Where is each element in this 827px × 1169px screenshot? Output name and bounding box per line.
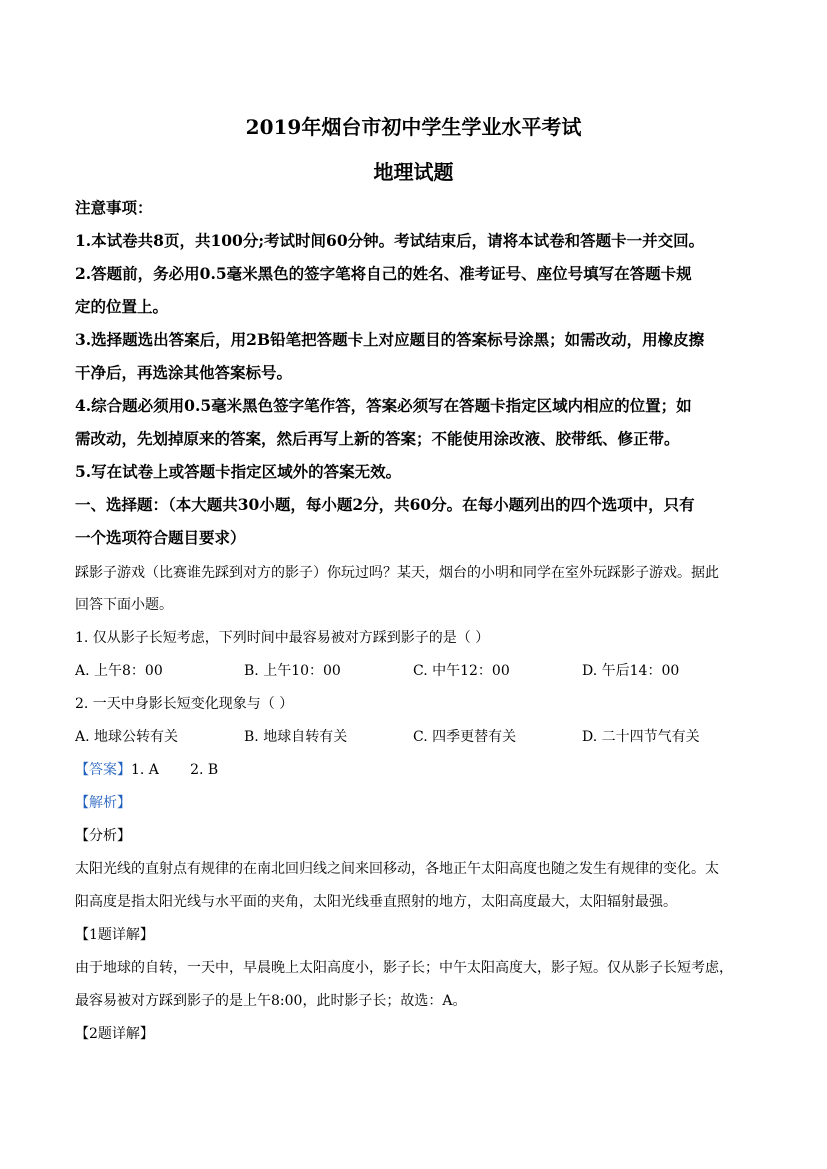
question-2-stem: 2. 一天中身影长短变化现象与（ ） [75, 696, 294, 712]
detail-1-text-cont: 最容易被对方踩到影子的是上午8:00，此时影子长；故选：A。 [75, 993, 467, 1009]
question-2-option-a: A. 地球公转有关 [75, 729, 179, 745]
detail-1-text: 由于地球的自转，一天中，早晨晚上太阳高度小，影子长；中午太阳高度大，影子短。仅从影子长短考虑， [75, 960, 733, 976]
question-1-option-a: A. 上午8：00 [75, 663, 163, 679]
detail-1-label: 【1题详解】 [75, 927, 154, 943]
fenxi-text: 太阳光线的直射点有规律的在南北回归线之间来回移动，各地正午太阳高度也随之发生有规律的变化。太 [75, 861, 719, 877]
exam-title: 2019年烟台市初中学生学业水平考试 [245, 115, 582, 139]
notice-item: 2.答题前，务必用0.5毫米黑色的签字笔将自己的姓名、准考证号、座位号填写在答题卡规 [75, 264, 692, 283]
fenxi-text-cont: 阳高度是指太阳光线与水平面的夹角，太阳光线垂直照射的地方，太阳高度最大，太阳辐射最强。 [75, 894, 677, 910]
question-1-option-d: D. 午后14：00 [582, 663, 680, 679]
notice-item: 5.写在试卷上或答题卡指定区域外的答案无效。 [75, 462, 402, 481]
detail-2-label: 【2题详解】 [75, 1026, 154, 1042]
answer-text: 1. A 2. B [131, 762, 219, 778]
exam-subtitle: 地理试题 [373, 160, 454, 184]
question-2-option-b: B. 地球自转有关 [244, 729, 348, 745]
question-intro-cont: 回答下面小题。 [75, 597, 173, 613]
question-1-option-b: B. 上午10：00 [244, 663, 341, 679]
section-heading-cont: 一个选项符合题目要求） [75, 528, 246, 547]
answer-label: 【答案】 [75, 762, 131, 778]
notice-item: 需改动，先划掉原来的答案，然后再写上新的答案；不能使用涂改液、胶带纸、修正带。 [75, 429, 680, 448]
notice-item: 4.综合题必须用0.5毫米黑色签字笔作答，答案必须写在答题卡指定区域内相应的位置；如 [75, 396, 692, 415]
answer-row [75, 759, 765, 779]
question-intro: 踩影子游戏（比赛谁先踩到对方的影子）你玩过吗？某天，烟台的小明和同学在室外玩踩影子游戏。据此 [75, 565, 719, 581]
question-2-option-d: D. 二十四节气有关 [582, 729, 700, 745]
analysis-label: 【解析】 [75, 795, 131, 811]
notice-heading: 注意事项： [75, 198, 153, 217]
section-heading: 一、选择题：（本大题共30小题，每小题2分，共60分。在每小题列出的四个选项中，只有 [75, 495, 695, 514]
notice-item: 3.选择题选出答案后，用2B铅笔把答题卡上对应题目的答案标号涂黑；如需改动，用橡皮擦 [75, 330, 705, 349]
question-1-option-c: C. 中午12：00 [413, 663, 510, 679]
fenxi-label: 【分析】 [75, 828, 131, 844]
notice-item: 定的位置上。 [75, 297, 169, 316]
question-1-stem: 1. 仅从影子长短考虑，下列时间中最容易被对方踩到影子的是（ ） [75, 630, 490, 646]
notice-item: 干净后，再选涂其他答案标号。 [75, 363, 293, 382]
question-2-option-c: C. 四季更替有关 [413, 729, 517, 745]
notice-item: 1.本试卷共8页，共100分;考试时间60分钟。考试结束后，请将本试卷和答题卡一并交回。 [75, 231, 705, 250]
